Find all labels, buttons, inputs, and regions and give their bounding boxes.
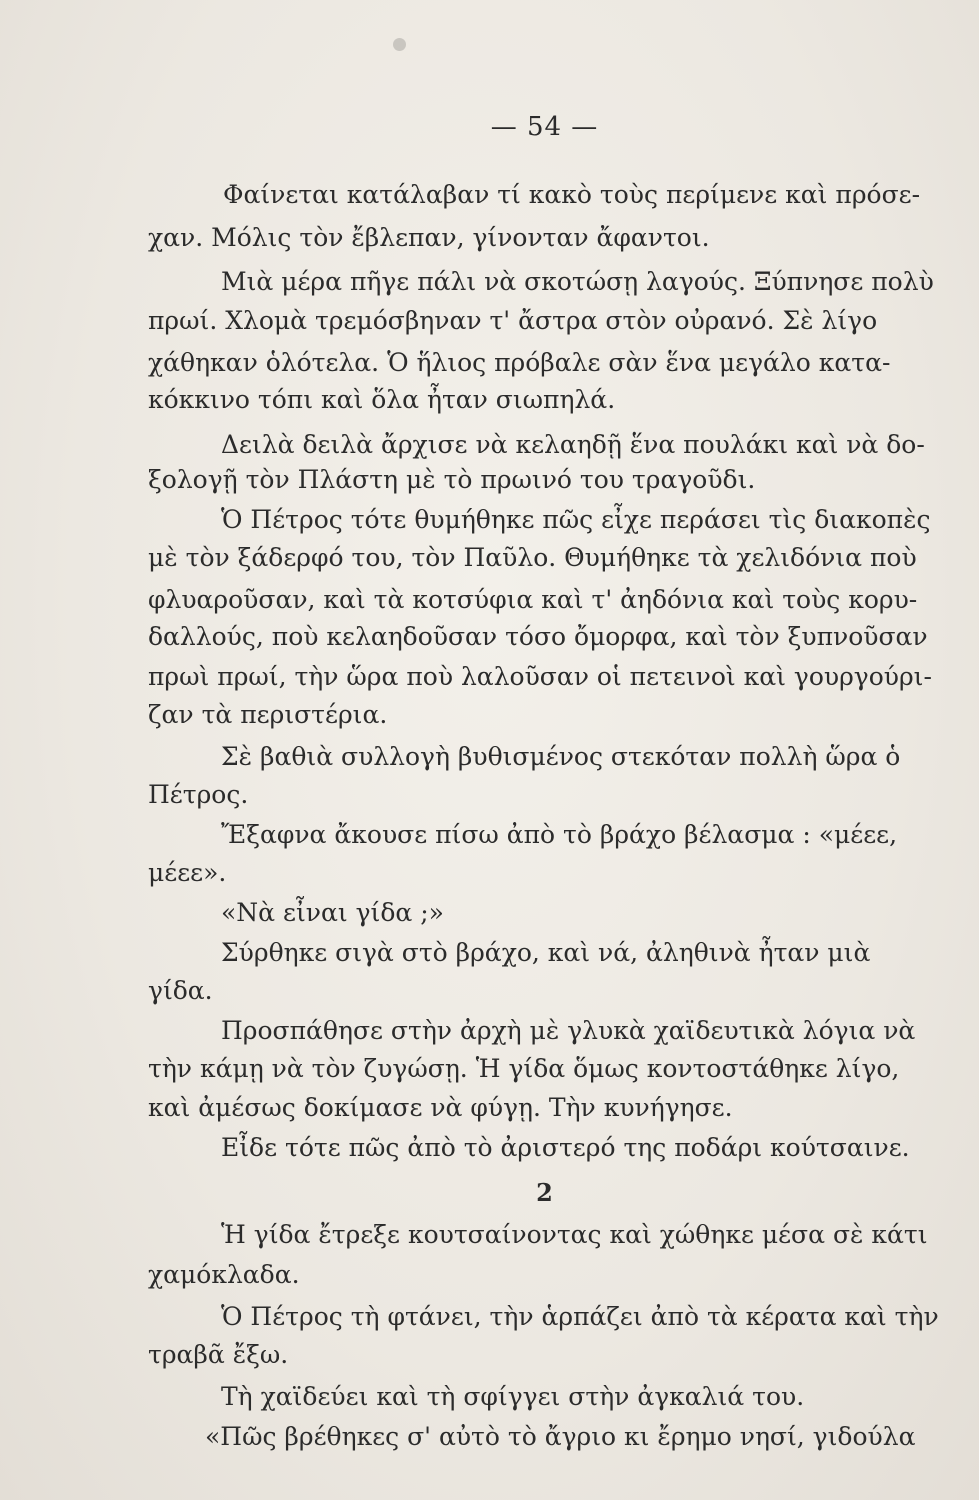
text-line: τὴν κάμῃ νὰ τὸν ζυγώσῃ. Ἡ γίδα ὅμως κοντοστάθηκε λίγο, bbox=[148, 1054, 900, 1083]
text-line: μέεε». bbox=[148, 858, 227, 887]
text-line: Σὲ βαθιὰ συλλογὴ βυθισμένος στεκόταν πολλὴ ὥρα ὁ bbox=[221, 742, 901, 771]
text-line: Ἡ γίδα ἔτρεξε κουτσαίνοντας καὶ χώθηκε μέσα σὲ κάτι bbox=[221, 1220, 928, 1249]
text-line: Σύρθηκε σιγὰ στὸ βράχο, καὶ νά, ἀληθινὰ ἦταν μιὰ bbox=[221, 938, 871, 967]
text-line: κόκκινο τόπι καὶ ὅλα ἦταν σιωπηλά. bbox=[148, 385, 616, 414]
section-marker: 2 bbox=[536, 1178, 553, 1207]
page-number: — 54 — bbox=[490, 112, 599, 142]
text-line: Ὁ Πέτρος τὴ φτάνει, τὴν ἁρπάζει ἀπὸ τὰ κέρατα καὶ τὴν bbox=[221, 1302, 939, 1331]
text-line: Μιὰ μέρα πῆγε πάλι νὰ σκοτώσῃ λαγούς. Ξύπνησε πολὺ bbox=[221, 267, 934, 296]
text-line: μὲ τὸν ξάδερφό του, τὸν Παῦλο. Θυμήθηκε τὰ χελιδόνια ποὺ bbox=[148, 543, 917, 572]
text-line: πρωὶ πρωί, τὴν ὥρα ποὺ λαλοῦσαν οἱ πετεινοὶ καὶ γουργούρι- bbox=[148, 662, 932, 691]
text-line: χάθηκαν ὁλότελα. Ὁ ἥλιος πρόβαλε σὰν ἕνα μεγάλο κατα- bbox=[148, 348, 891, 377]
text-line: Ἔξαφνα ἄκουσε πίσω ἀπὸ τὸ βράχο βέλασμα : «μέεε, bbox=[221, 820, 898, 849]
text-line: Προσπάθησε στὴν ἀρχὴ μὲ γλυκὰ χαϊδευτικὰ λόγια νὰ bbox=[221, 1016, 916, 1045]
text-line: Τὴ χαϊδεύει καὶ τὴ σφίγγει στὴν ἀγκαλιά του. bbox=[221, 1382, 805, 1411]
text-line: χαν. Μόλις τὸν ἔβλεπαν, γίνονταν ἄφαντοι. bbox=[148, 223, 710, 252]
text-line: Φαίνεται κατάλαβαν τί κακὸ τοὺς περίμενε καὶ πρόσε- bbox=[223, 180, 921, 209]
ink-spot bbox=[393, 38, 406, 51]
text-line: ξολογῇ τὸν Πλάστη μὲ τὸ πρωινό του τραγοῦδι. bbox=[148, 465, 756, 494]
text-line: πρωί. Χλομὰ τρεμόσβηναν τ' ἄστρα στὸν οὐρανό. Σὲ λίγο bbox=[148, 306, 878, 335]
text-line: Πέτρος. bbox=[148, 780, 249, 809]
text-line: «Πῶς βρέθηκες σ' αὐτὸ τὸ ἄγριο κι ἔρημο νησί, γιδούλα bbox=[205, 1422, 916, 1451]
text-line: Δειλὰ δειλὰ ἄρχισε νὰ κελαηδῇ ἕνα πουλάκι καὶ νὰ δο- bbox=[221, 430, 925, 459]
text-line: φλυαροῦσαν, καὶ τὰ κοτσύφια καὶ τ' ἀηδόνια καὶ τοὺς κορυ- bbox=[148, 585, 918, 614]
text-line: καὶ ἀμέσως δοκίμασε νὰ φύγῃ. Τὴν κυνήγησε. bbox=[148, 1093, 733, 1122]
text-line: Εἶδε τότε πῶς ἀπὸ τὸ ἀριστερό της ποδάρι κούτσαινε. bbox=[221, 1133, 910, 1162]
text-line: χαμόκλαδα. bbox=[148, 1260, 300, 1289]
text-line: γίδα. bbox=[148, 976, 213, 1005]
text-line: δαλλούς, ποὺ κελαηδοῦσαν τόσο ὄμορφα, καὶ τὸν ξυπνοῦσαν bbox=[148, 622, 928, 651]
text-line: «Νὰ εἶναι γίδα ;» bbox=[221, 898, 444, 927]
text-line: τραβᾶ ἔξω. bbox=[148, 1340, 289, 1369]
text-line: ζαν τὰ περιστέρια. bbox=[148, 700, 388, 729]
text-line: Ὁ Πέτρος τότε θυμήθηκε πῶς εἶχε περάσει τὶς διακοπὲς bbox=[221, 505, 931, 534]
